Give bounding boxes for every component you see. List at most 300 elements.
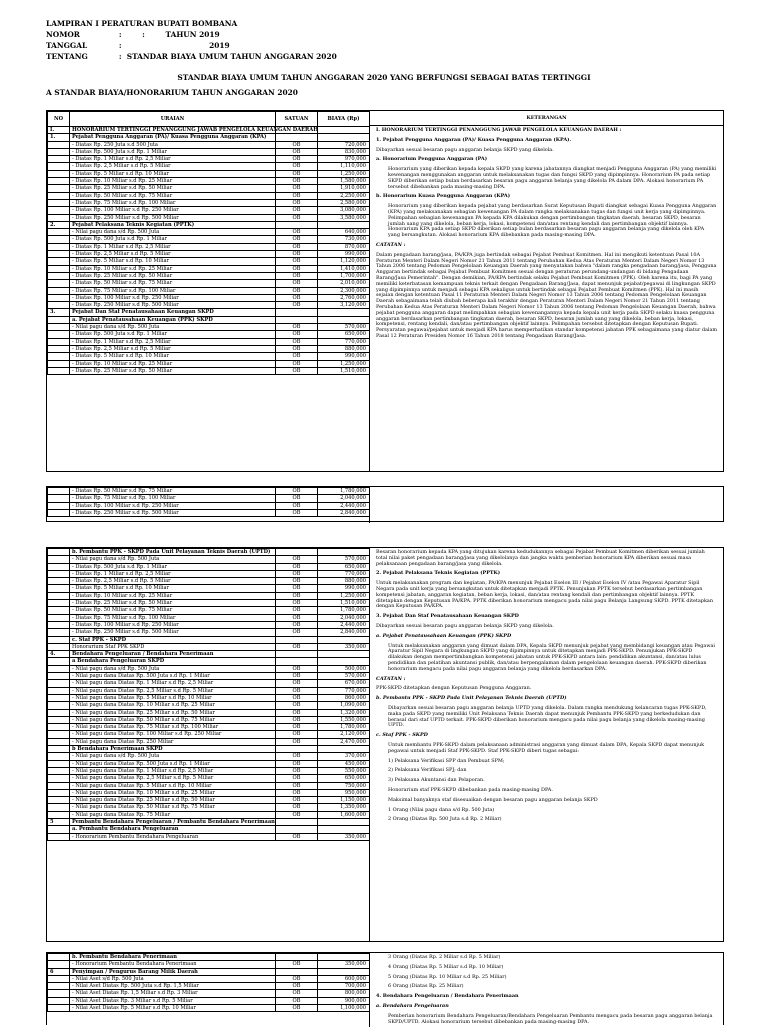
- row-number: [48, 185, 70, 192]
- keterangan-paragraph: Untuk membantu PPK-SKPD dalam pelaksanaan administrasi anggaran yang dimuat dalam DPA, Kepala SKPD dapat menunjuk pegawai untuk menjadi Staf PPK-SKPD. Staf PPK-SKPD diberi tugas sebagai:: [388, 741, 705, 754]
- row-unit: OB: [276, 192, 318, 199]
- row-description: - Diatas Rp. 5 Miliar s.d Rp. 10 Miliar: [70, 170, 276, 177]
- row-amount: 720,000: [318, 141, 370, 148]
- table-row: [48, 272, 370, 279]
- row-description: - Diatas Rp. 1 Miliar s.d Rp. 2,5 Miliar: [70, 156, 276, 163]
- row-number: [48, 207, 70, 214]
- header-value: : STANDAR BIAYA UMUM TAHUN ANGGARAN 2020: [106, 52, 337, 61]
- row-unit: OB: [276, 170, 318, 177]
- row-amount: 2,440,000: [318, 502, 370, 509]
- row-unit: OB: [276, 724, 318, 731]
- row-amount: 2,040,000: [318, 495, 370, 502]
- table-row: [48, 345, 370, 352]
- row-number: [48, 961, 70, 968]
- row-description: - Diatas Rp. 100 Miliar s.d Rp. 250 Miliar: [70, 502, 276, 509]
- row-unit: OB: [276, 302, 318, 309]
- keterangan-paragraph: I. HONORARIUM TERTINGGI PENANGGUNG JAWAB PENGELOLA KEUANGAN DAERAH :: [376, 127, 622, 133]
- row-unit: [276, 221, 318, 228]
- row-number: [48, 338, 70, 345]
- table-row: [48, 127, 370, 134]
- table-row: [48, 658, 370, 665]
- row-unit: OB: [276, 353, 318, 360]
- row-unit: OB: [276, 753, 318, 760]
- row-unit: OB: [276, 563, 318, 570]
- row-amount: 750,000: [318, 782, 370, 789]
- table-row: [48, 789, 370, 796]
- row-number: [48, 556, 70, 563]
- row-description: - Nilai pagu dana Diatas Rp. 50 Miliar s.d Rp. 75 Miliar: [70, 716, 276, 723]
- row-number: [48, 826, 70, 833]
- row-description: Pejabat Dan Staf Penatausahaan Keuangan SKPD: [70, 309, 276, 316]
- row-number: [48, 833, 70, 840]
- row-unit: OB: [276, 214, 318, 221]
- row-unit: [276, 636, 318, 643]
- row-amount: [318, 954, 370, 961]
- row-unit: OB: [276, 265, 318, 272]
- row-description: b. Pembantu Bendahara Penerimaan: [70, 954, 276, 961]
- row-description: - Honorarium Pembantu Bendahara Penerimaan: [70, 961, 276, 968]
- row-amount: 970,000: [318, 156, 370, 163]
- row-description: - Nilai pagu dana Diatas Rp. 75 Miliar: [70, 811, 276, 818]
- table-row: [48, 811, 370, 818]
- row-amount: [318, 968, 370, 975]
- table-row: [48, 738, 370, 745]
- row-number: [48, 614, 70, 621]
- table-row: [48, 592, 370, 599]
- table-row: [48, 797, 370, 804]
- row-unit: OB: [276, 833, 318, 840]
- table-row: [48, 570, 370, 577]
- column-header-keterangan: KETERANGAN: [369, 111, 723, 126]
- row-amount: [318, 658, 370, 665]
- row-amount: 2,580,000: [318, 199, 370, 206]
- row-amount: 2,840,000: [318, 509, 370, 516]
- table-row: [48, 702, 370, 709]
- keterangan-paragraph: 2. Pejabat Pelaksana Teknis Kegiatan (PPTK): [376, 570, 501, 577]
- row-number: [48, 636, 70, 643]
- row-description: - Nilai pagu dana Diatas Rp. 500 Juta s.d Rp. 1 Miliar: [70, 760, 276, 767]
- row-number: 6: [48, 968, 70, 975]
- row-number: [48, 353, 70, 360]
- row-unit: OB: [276, 673, 318, 680]
- row-number: [48, 629, 70, 636]
- row-unit: OB: [276, 1005, 318, 1012]
- row-amount: 1,110,000: [318, 163, 370, 170]
- row-description: - Nilai Aset Diatas Rp. 500 Juta s.d Rp. 1,5 Miliar: [70, 983, 276, 990]
- row-amount: 860,000: [318, 694, 370, 701]
- table-row: [48, 192, 370, 199]
- row-description: - Diatas Rp. 250 Juta s.d 500 Juta: [70, 141, 276, 148]
- row-amount: 570,000: [318, 556, 370, 563]
- budget-table: [47, 487, 370, 517]
- table-row: [48, 236, 370, 243]
- table-row: [48, 338, 370, 345]
- row-number: [48, 502, 70, 509]
- row-unit: OB: [276, 607, 318, 614]
- row-amount: 2,470,000: [318, 738, 370, 745]
- row-unit: [276, 746, 318, 753]
- row-unit: OB: [276, 141, 318, 148]
- row-description: - Diatas Rp. 75 Miliar s.d Rp. 100 Miliar: [70, 287, 276, 294]
- row-amount: 1,780,000: [318, 724, 370, 731]
- row-number: [48, 1005, 70, 1012]
- table-block-1: [46, 110, 724, 472]
- table-row: [48, 716, 370, 723]
- row-description: - Nilai pagu dana Diatas Rp. 25 Miliar s.d Rp. 50 Miliar: [70, 709, 276, 716]
- row-description: - Diatas Rp. 100 Miliar s.d Rp. 250 Miliar: [70, 621, 276, 628]
- table-block-2: [46, 486, 724, 522]
- row-unit: OB: [276, 556, 318, 563]
- row-description: - Nilai pagu dana Diatas Rp. 1 Miliar s.d Rp. 2,5 Miliar: [70, 767, 276, 774]
- keterangan-paragraph: a. Bendahara Pengeluaran: [376, 1002, 449, 1009]
- row-unit: OB: [276, 680, 318, 687]
- table-row: [48, 636, 370, 643]
- row-number: [48, 811, 70, 818]
- row-number: 5: [48, 818, 70, 825]
- table-row: [48, 563, 370, 570]
- row-number: [48, 975, 70, 982]
- row-number: [48, 983, 70, 990]
- row-number: [48, 156, 70, 163]
- row-number: [48, 258, 70, 265]
- row-number: [48, 495, 70, 502]
- budget-table: [47, 111, 370, 375]
- table-row: [48, 163, 370, 170]
- row-amount: 1,350,000: [318, 804, 370, 811]
- row-amount: 770,000: [318, 570, 370, 577]
- row-number: [48, 367, 70, 374]
- row-unit: OB: [276, 495, 318, 502]
- row-unit: [276, 309, 318, 316]
- row-description: - Nilai pagu dana Diatas Rp. 10 Miliar s.d Rp. 25 Miliar: [70, 789, 276, 796]
- row-number: [48, 563, 70, 570]
- column-header-uraian: URAIAN: [70, 112, 276, 127]
- keterangan-paragraph: 6 Orang (Diatas Rp. 25 Miliar): [388, 983, 464, 990]
- document-title: STANDAR BIAYA UMUM TAHUN ANGGARAN 2020 YANG BERFUNGSI SEBAGAI BATAS TERTINGGI: [177, 73, 591, 82]
- row-number: [48, 585, 70, 592]
- table-row: [48, 983, 370, 990]
- row-description: b Bendahara Penerimaan SKPD: [70, 746, 276, 753]
- header-label: TENTANG: [46, 52, 88, 61]
- row-amount: 770,000: [318, 338, 370, 345]
- table-row: [48, 746, 370, 753]
- keterangan-column: [369, 953, 723, 1027]
- row-amount: 500,000: [318, 665, 370, 672]
- row-amount: [318, 826, 370, 833]
- table-row: [48, 833, 370, 840]
- row-description: - Diatas Rp. 10 Miliar s.d Rp. 25 Miliar: [70, 265, 276, 272]
- row-unit: [276, 954, 318, 961]
- table-row: [48, 170, 370, 177]
- table-block-3: [46, 547, 724, 942]
- keterangan-paragraph: 5 Orang (Diatas Rp. 10 Miliar s.d Rp. 25 Miliar): [388, 973, 507, 980]
- row-description: - Diatas Rp. 50 Miliar s.d Rp. 75 Miliar: [70, 607, 276, 614]
- row-amount: 3,120,000: [318, 302, 370, 309]
- row-amount: [318, 651, 370, 658]
- table-row: [48, 1005, 370, 1012]
- row-number: [48, 775, 70, 782]
- row-amount: 2,440,000: [318, 621, 370, 628]
- table-row: [48, 651, 370, 658]
- row-unit: OB: [276, 272, 318, 279]
- table-row: [48, 804, 370, 811]
- row-number: [48, 488, 70, 495]
- row-description: - Nilai Aset Diatas Rp. 1,5 Miliar s.d Rp. 3 Miliar: [70, 990, 276, 997]
- row-unit: OB: [276, 614, 318, 621]
- row-number: [48, 673, 70, 680]
- row-unit: OB: [276, 367, 318, 374]
- column-header-no: NO: [48, 112, 70, 127]
- row-unit: OB: [276, 600, 318, 607]
- row-description: - Diatas Rp. 5 Miliar s.d Rp. 10 Miliar: [70, 258, 276, 265]
- row-number: [48, 997, 70, 1004]
- table-row: [48, 309, 370, 316]
- row-description: - Nilai pagu dana s/d Rp. 500 Juta: [70, 665, 276, 672]
- row-description: Pejabat Pengguna Anggaran (PA)/ Kuasa Pengguna Anggaran (KPA): [70, 134, 276, 141]
- row-unit: OB: [276, 731, 318, 738]
- row-description: - Diatas Rp. 500 Juta s.d Rp. 1 Miliar: [70, 148, 276, 155]
- section-heading: A STANDAR BIAYA/HONORARIUM TAHUN ANGGARAN 2020: [46, 88, 298, 97]
- table-row: [48, 665, 370, 672]
- row-number: [48, 199, 70, 206]
- row-description: - Nilai pagu dana Diatas Rp. 75 Miliar s.d Rp. 100 Miliar: [70, 724, 276, 731]
- row-description: Bendahara Pengeluaran / Bendahara Penerimaan: [70, 651, 276, 658]
- row-number: [48, 804, 70, 811]
- row-unit: OB: [276, 975, 318, 982]
- row-unit: [276, 826, 318, 833]
- row-description: - Diatas Rp. 250 Miliar s.d Rp. 500 Miliar: [70, 509, 276, 516]
- keterangan-paragraph: Maksimal banyaknya staf disesuaikan dengan besaran pagu anggaran belanja SKPD: [388, 796, 598, 803]
- table-row: [48, 753, 370, 760]
- row-description: - Nilai pagu dana Diatas Rp. 5 Miliar s.d Rp. 10 Miliar: [70, 782, 276, 789]
- row-description: - Diatas Rp. 500 Juta s.d Rp. 1 Miliar: [70, 236, 276, 243]
- row-amount: 1,150,000: [318, 797, 370, 804]
- keterangan-paragraph: 3 Orang (Diatas Rp. 2 Miliar s.d Rp. 5 Miliar): [388, 954, 501, 960]
- row-number: [48, 148, 70, 155]
- row-amount: 650,000: [318, 331, 370, 338]
- table-row: [48, 316, 370, 323]
- row-unit: OB: [276, 148, 318, 155]
- keterangan-column: [369, 487, 723, 523]
- row-amount: 1,250,000: [318, 170, 370, 177]
- table-row: [48, 488, 370, 495]
- row-number: [48, 287, 70, 294]
- row-description: - Nilai pagu dana s/d Rp. 500 Juta: [70, 324, 276, 331]
- row-number: [48, 760, 70, 767]
- row-description: - Diatas Rp. 250 Miliar s.d Rp. 500 Miliar: [70, 629, 276, 636]
- row-amount: 2,300,000: [318, 287, 370, 294]
- row-unit: OB: [276, 163, 318, 170]
- row-unit: OB: [276, 789, 318, 796]
- row-unit: OB: [276, 280, 318, 287]
- row-unit: OB: [276, 990, 318, 997]
- keterangan-paragraph: Dibayarkan sesuai besaran pagu anggaran belanja SKPD yang dikelola.: [376, 146, 554, 153]
- row-amount: 370,000: [318, 753, 370, 760]
- row-number: 3.: [48, 309, 70, 316]
- row-unit: OB: [276, 243, 318, 250]
- row-unit: [276, 549, 318, 556]
- table-row: [48, 502, 370, 509]
- table-row: [48, 585, 370, 592]
- keterangan-paragraph: Honorarium yang diberikan kepada pejabat yang berdasarkan Surat Keputusan Bupati diangkat sebagai Kuasa Pengguna Anggaran (KPA) yang melaksanakan sebagian kewenangan PA dalam rangka melaksanakan tugas dan fungsi unit kerja yang dipimpinnya. Pelimpahan sebagian kewenangan PA kepada KPA dilakukan dengan pertimbangan tingkatan daerah, besaran SKPD, besaran jumlah uang yang dikelola, beban kerja, lokasi, kompetensi dan/atau rentang kendali dan pertimbangan objektif lainnya. Honorarium KPA pada setiap SKPD diberikan setiap bulan berdasarkan besaran pagu anggaran belanja yang dikelola oleh KPA yang bersangkutan. Alokasi honorarium KPA dibebankan pada masing-masing DPA.: [388, 203, 717, 239]
- row-description: - Nilai pagu dana Diatas Rp. 500 Juta s.d Rp. 1 Miliar: [70, 673, 276, 680]
- table-row: [48, 509, 370, 516]
- row-unit: [276, 651, 318, 658]
- row-amount: 570,000: [318, 324, 370, 331]
- row-number: [48, 331, 70, 338]
- row-number: [48, 316, 70, 323]
- row-number: [48, 702, 70, 709]
- table-row: [48, 324, 370, 331]
- budget-table: [47, 953, 370, 1012]
- row-description: - Nilai pagu dana s/d Rp. 500 Juta: [70, 229, 276, 236]
- row-description: - Diatas Rp. 75 Miliar s.d Rp. 100 Miliar: [70, 495, 276, 502]
- row-amount: 2,040,000: [318, 614, 370, 621]
- row-unit: OB: [276, 156, 318, 163]
- row-unit: OB: [276, 997, 318, 1004]
- row-amount: 830,000: [318, 148, 370, 155]
- row-description: - Nilai pagu dana Diatas Rp. 2,5 Miliar s.d Rp. 5 Miliar: [70, 775, 276, 782]
- row-number: [48, 600, 70, 607]
- row-unit: OB: [276, 199, 318, 206]
- keterangan-paragraph: a. Honorarium Pengguna Anggaran (PA): [376, 156, 488, 163]
- table-block-4: [46, 952, 724, 1025]
- row-amount: 800,000: [318, 990, 370, 997]
- row-description: - Diatas Rp. 5 Miliar s.d Rp. 10 Miliar: [70, 353, 276, 360]
- keterangan-paragraph: CATATAN :: [376, 675, 406, 682]
- row-unit: [276, 134, 318, 141]
- table-row: [48, 214, 370, 221]
- row-amount: 2,760,000: [318, 294, 370, 301]
- table-row: [48, 954, 370, 961]
- row-description: - Diatas Rp. 2,5 Miliar s.d Rp. 5 Miliar: [70, 251, 276, 258]
- row-number: [48, 738, 70, 745]
- row-number: [48, 724, 70, 731]
- row-unit: OB: [276, 207, 318, 214]
- row-number: [48, 592, 70, 599]
- table-row: [48, 968, 370, 975]
- row-number: [48, 621, 70, 628]
- row-amount: [318, 636, 370, 643]
- row-description: - Diatas Rp. 100 Miliar s.d Rp. 250 Miliar: [70, 207, 276, 214]
- row-description: - Nilai pagu dana Diatas Rp. 50 Miliar s.d Rp. 75 Miliar: [70, 804, 276, 811]
- table-row: [48, 549, 370, 556]
- row-unit: OB: [276, 338, 318, 345]
- row-amount: 350,000: [318, 961, 370, 968]
- row-amount: 1,600,000: [318, 811, 370, 818]
- row-amount: 570,000: [318, 673, 370, 680]
- table-row: [48, 287, 370, 294]
- row-description: - Diatas Rp. 1 Miliar s.d Rp. 2,5 Miliar: [70, 243, 276, 250]
- row-description: - Nilai pagu dana s/d Rp. 500 Juta: [70, 753, 276, 760]
- header-value: : : TAHUN 2019: [106, 30, 220, 39]
- row-amount: 2,250,000: [318, 192, 370, 199]
- row-amount: 650,000: [318, 563, 370, 570]
- row-number: [48, 509, 70, 516]
- row-unit: OB: [276, 621, 318, 628]
- table-row: [48, 607, 370, 614]
- row-unit: OB: [276, 643, 318, 650]
- row-amount: 2,010,000: [318, 280, 370, 287]
- row-number: [48, 272, 70, 279]
- table-row: [48, 997, 370, 1004]
- row-number: [48, 797, 70, 804]
- row-description: b. Pembantu PPK - SKPD Pada Unit Pelayanan Teknis Daerah (UPTD): [70, 549, 276, 556]
- keterangan-paragraph: Pemberian honorarium Bendahara Pengeluaran/Bendahara Pengeluaran Pembantu mengacu pada besaran pagu anggaran belanja SKPD/UPTD. Alokasi honorarium tersebut dibebankan pada masing-masing DPA.: [388, 1012, 713, 1025]
- row-number: [48, 345, 70, 352]
- document-header: [46, 18, 337, 62]
- row-amount: [318, 221, 370, 228]
- row-amount: 1,780,000: [318, 607, 370, 614]
- row-description: - Diatas Rp. 50 Miliar s.d Rp. 75 Miliar: [70, 192, 276, 199]
- row-amount: 1,090,000: [318, 702, 370, 709]
- row-number: [48, 694, 70, 701]
- header-label: TANGGAL: [46, 41, 88, 50]
- row-amount: 650,000: [318, 775, 370, 782]
- table-row: [48, 724, 370, 731]
- row-unit: OB: [276, 258, 318, 265]
- table-row: [48, 185, 370, 192]
- row-unit: OB: [276, 983, 318, 990]
- keterangan-paragraph: 4. Bendahara Pengeluaran / Bendahara Penerimaan: [376, 993, 519, 1000]
- row-description: - Diatas Rp. 75 Miliar s.d Rp. 100 Miliar: [70, 199, 276, 206]
- keterangan-paragraph: c. Staf PPK - SKPD: [376, 732, 428, 739]
- row-number: [48, 578, 70, 585]
- column-header-satuan: SATUAN: [276, 112, 318, 127]
- row-unit: OB: [276, 702, 318, 709]
- row-description: Honorarium Staf PPK SKPD: [70, 643, 276, 650]
- row-amount: 1,120,000: [318, 258, 370, 265]
- row-unit: OB: [276, 345, 318, 352]
- table-row: [48, 990, 370, 997]
- table-row: [48, 614, 370, 621]
- row-unit: OB: [276, 709, 318, 716]
- row-number: 2.: [48, 221, 70, 228]
- table-row: [48, 302, 370, 309]
- row-description: - Diatas Rp. 5 Miliar s.d Rp. 10 Miliar: [70, 585, 276, 592]
- row-unit: OB: [276, 782, 318, 789]
- header-line: [46, 51, 337, 62]
- table-row: [48, 229, 370, 236]
- row-description: - Nilai Aset s/d Rp. 500 Juta: [70, 975, 276, 982]
- table-row: [48, 156, 370, 163]
- keterangan-column: [369, 111, 723, 471]
- table-row: [48, 760, 370, 767]
- row-amount: 1,550,000: [318, 716, 370, 723]
- row-description: - Diatas Rp. 2,5 Miliar s.d Rp. 5 Miliar: [70, 163, 276, 170]
- keterangan-paragraph: 4 Orang (Diatas Rp. 5 Miliar s.d Rp. 10 Miliar): [388, 963, 504, 970]
- keterangan-paragraph: 1. Pejabat Pengguna Anggaran (PA)/ Kuasa Pengguna Anggaran (KPA).: [376, 136, 572, 143]
- row-number: [48, 954, 70, 961]
- table-row: [48, 280, 370, 287]
- row-description: Pembantu Bendahara Pengeluaran / Pembantu Bendahara Penerimaan: [70, 818, 276, 825]
- row-amount: 730,000: [318, 236, 370, 243]
- table-row: [48, 687, 370, 694]
- row-unit: OB: [276, 767, 318, 774]
- table-row: [48, 621, 370, 628]
- header-line: [46, 29, 337, 40]
- row-unit: OB: [276, 687, 318, 694]
- row-description: Pejabat Pelaksana Teknis Kegiatan (PPTK): [70, 221, 276, 228]
- row-unit: OB: [276, 592, 318, 599]
- row-unit: OB: [276, 797, 318, 804]
- table-row: [48, 294, 370, 301]
- row-amount: [318, 746, 370, 753]
- row-unit: OB: [276, 775, 318, 782]
- row-amount: [318, 127, 370, 134]
- row-number: [48, 178, 70, 185]
- row-unit: OB: [276, 804, 318, 811]
